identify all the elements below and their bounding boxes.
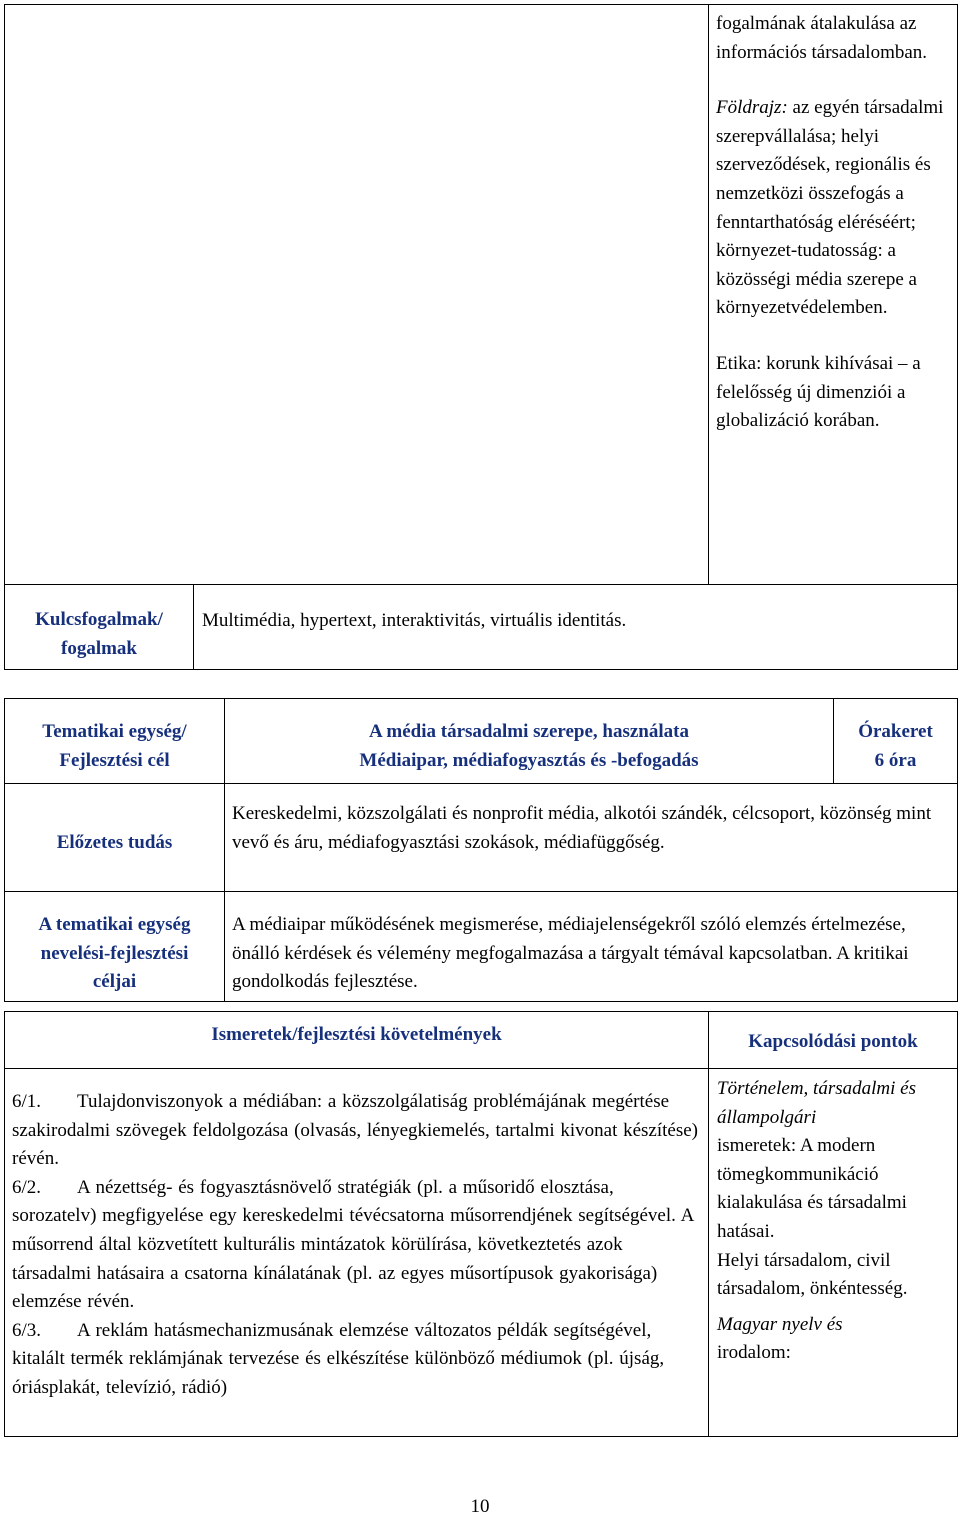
link-subject-literature: Magyar nyelv és [717, 1313, 843, 1335]
links-header: Kapcsolódási pontok [748, 1031, 918, 1052]
unit-label-line2: Fejlesztési cél [59, 749, 170, 771]
page-number: 10 [470, 1496, 490, 1517]
unit-label [4, 718, 225, 775]
hours-label: Órakeret [858, 721, 933, 742]
hours [833, 718, 958, 775]
link-geography-lead: Földrajz: [716, 97, 788, 119]
link-geography [716, 94, 952, 323]
prior-label: Előzetes tudás [56, 832, 173, 853]
unit-title-line1: A média társadalmi szerepe, használata [369, 721, 689, 742]
link-ethics: Etika: korunk kihívásai – a felelősség új dimenziói a globalizáció korában. [716, 352, 921, 432]
link-subject-literature-text: irodalom: [717, 1342, 791, 1364]
req-item-text: A reklám hatásmechanizmusának elemzése változatos példák segítségével, kitalált termék reklámjának tervezése és elkészítése különböző médiumok (pl. újság, óriásplakát, televízió, rádió) [12, 1319, 665, 1398]
goals-label-line1: A tematikai egység [38, 914, 191, 935]
unit-label-line1: Tematikai egység/ [42, 721, 187, 742]
req-item-number: 6/1. [12, 1091, 42, 1112]
link-local-society: Helyi társadalom, civil társadalom, önkéntesség. [717, 1249, 908, 1300]
goals-value: A médiaipar működésének megismerése, médiajelenségekről szóló elemzés értelmezése, önálló kérdések és vélemény megfogalmazása a tárgyalt témával kapcsolatban. A kritikai gondolkodás fejlesztése. [232, 914, 909, 993]
prior-value: Kereskedelmi, közszolgálati és nonprofit média, alkotói szándék, célcsoport, közönség mint vevő és áru, médiafogyasztási szokások, médiafüggőség. [232, 803, 932, 853]
hours-value: 6 óra [874, 749, 917, 771]
goals-label [4, 911, 225, 997]
req-item [12, 1174, 702, 1317]
req-item-text: Tulajdonviszonyok a médiában: a közszolgálatiság problémájának megértése szakirodalmi szövegek feldolgozása (olvasás, lényegkiemelés, tartalmi kivonat készítése) révén. [12, 1091, 699, 1170]
goals-label-line3: céljai [92, 971, 137, 993]
req-item [12, 1088, 702, 1174]
unit-title-line2: Médiaipar, médiafogyasztás és -befogadás [359, 749, 699, 771]
goals-label-line2: nevelési-fejlesztési [40, 942, 189, 964]
req-item-text: A nézettség- és fogyasztásnövelő stratégiák (pl. a műsoridő elosztása, sorozatelv) megfigyelése egy kereskedelmi tévécsatorna műsorrendjének segítségével. A műsorrend által közvetített kulturális mintázatok körülírása, következtetés azok társadalmi hatásaira a csatorna kínálatának (pl. az egyes műsortípusok gyakorisága) elemzése révén. [12, 1176, 694, 1313]
table1-links-text [716, 10, 952, 436]
keywords-label [4, 606, 194, 663]
req-header: Ismeretek/fejlesztési követelmények [211, 1024, 502, 1045]
req-item-number: 6/3. [12, 1319, 42, 1341]
table1-cell-empty [4, 4, 709, 585]
link-subject-history: Történelem, társadalmi és állampolgári [717, 1078, 916, 1128]
link-info-society: fogalmának átalakulása az információs társadalomban. [716, 13, 928, 63]
link-subject-history-text: ismeretek: A modern tömegkommunikáció kialakulása és társadalmi hatásai. [717, 1135, 907, 1242]
req-list [12, 1088, 702, 1403]
keywords-label-line1: Kulcsfogalmak/ [35, 609, 163, 630]
keywords-value: Multimédia, hypertext, interaktivitás, virtuális identitás. [202, 610, 627, 631]
keywords-label-line2: fogalmak [61, 637, 137, 659]
link-geography-text: az egyén társadalmi szerepvállalása; helyi szerveződések, regionális és nemzetközi összefogás a fenntarthatóság eléréséért; környezet-tudatosság: a közösségi média szerepe a környezetvédelemben. [716, 97, 944, 319]
req-item-number: 6/2. [12, 1176, 42, 1198]
links-list [717, 1075, 953, 1368]
unit-title [224, 718, 834, 775]
req-item [12, 1317, 702, 1403]
